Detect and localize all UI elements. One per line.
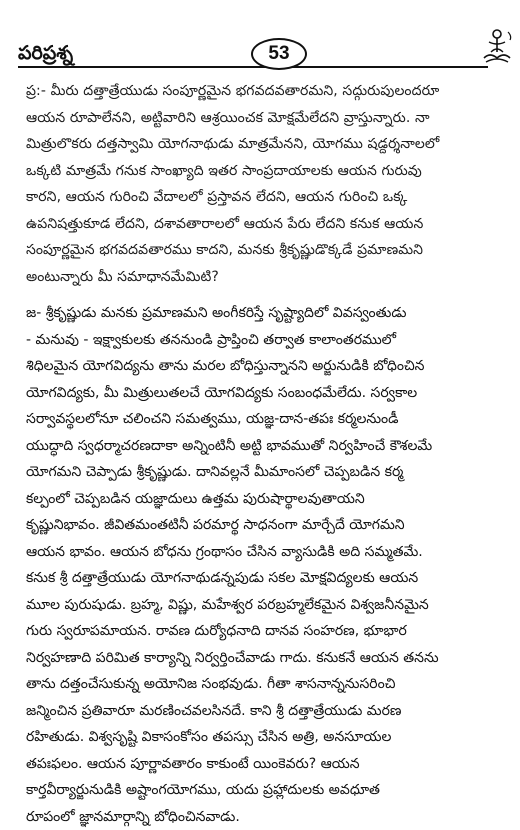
page-body [26,78,504,830]
header-rule [18,66,488,68]
page-number: 53 [251,38,307,70]
page-header [18,42,508,68]
lotus-deity-ornament-icon [480,28,514,66]
running-title: పరిప్రశ్న [18,42,74,64]
question-paragraph: ప్ర:- మీరు దత్తాత్రేయుడు సంపూర్ణమైన భగవదవతారమని, సద్గురుపులందరూ ఆయన రూపాలేనని, అట్టివారిని ఆశ్రయించక మోక్షమేలేదని వ్రాస్తున్నారు. నా మిత్రులొకరు దత్తస్వామి యోగనాథుడు మాత్రమేనని, యోగము షడ్దర్శనాలలో ఒక్కటి మాత్రమే గనుక సాంఖ్యాది ఇతర సాంప్రదాయాలకు ఆయన గురువు కారని, ఆయన గురించి వేదాలలో ప్రస్తావన లేదని, ఆయన గురించి ఒక్క ఉపనిషత్తుకూడ లేదని, దశావతారాలలో ఆయన పేరు లేదని కనుక ఆయన సంపూర్ణమైన భగవదవతారము కాదని, మనకు శ్రీకృష్ణుడొక్కడే ప్రమాణమని అంటున్నారు మీ సమాధానమేమిటి? [26,83,440,285]
answer-paragraph: జ- శ్రీకృష్ణుడు మనకు ప్రమాణమని అంగీకరిస్తే సృష్ట్యాదిలో వివస్వంతుడు - మనువు - ఇక్ష్వాకులకు తననుండి ప్రాప్తించి తర్వాత కాలాంతరములో శిధిలమైన యోగవిద్యను తాను మరల బోధిస్తున్నానని అర్జునుడికి బోధించిన యోగవిద్యకు, మీ మిత్రులుతలచే యోగవిద్యకు సంబంధమేలేదు. సర్వకాల సర్వావస్థలలోనూ చలించని సమత్వము, యజ్ఞ-దాన-తపః కర్మలనుండీ యుద్ధాది స్వధర్మాచరణదాకా అన్నింటినీ అట్టి భావముతో నిర్వహించే కౌశలమే యోగమని చెప్పాడు శ్రీకృష్ణుడు. దానివల్లనే మీమాంసలో చెప్పబడిన కర్మ కల్పంలో చెప్పబడిన యజ్ఞాదులు ఉత్తమ పురుషార్థాలవుతాయని కృష్ణునిభావం. జీవితమంతటినీ పరమార్థ సాధనంగా మార్చేదే యోగమని ఆయన భావం. ఆయన బోధను గ్రంథాసం చేసిన వ్యాసుడికి అది సమ్మతమే. కనుక శ్రీ దత్తాత్రేయుడు యోగనాథుడన్నపుడు సకల మోక్షవిద్యలకు ఆయన మూల పురుషుడు. బ్రహ్మ, విష్ణు, మహేశ్వర పరబ్రహ్మలేకమైన విశ్వజనీనమైన గురు స్వరూపమాయన. రావణ దుర్యోధనాది దానవ సంహరణ, భూభార నిర్వహణాది పరిమిత కార్యాన్ని నిర్వర్తించేవాడు గాదు. కనుకనే ఆయన తనను తాను దత్తంచేసుకున్న అయోనిజ సంభవుడు. గీతా శాసనాన్ననుసరించి జన్మించిన ప్రతివారూ మరణించవలసినదే. కాని శ్రీ దత్తాత్రేయుడు మరణ రహితుడు. విశ్వసృష్టి వికాసంకోసం తపస్సు చేసిన అత్రి, అనసూయల తపఃఫలం. ఆయన పూర్ణావతారం కాకుంటే యింకెవరు? ఆయన కార్తవీర్యార్జునుడికి అష్టాంగయోగము, యదు ప్రహ్లాదులకు అవధూత రూపంలో జ్ఞానమార్గాన్ని బోధించినవాడు. [26,305,439,825]
